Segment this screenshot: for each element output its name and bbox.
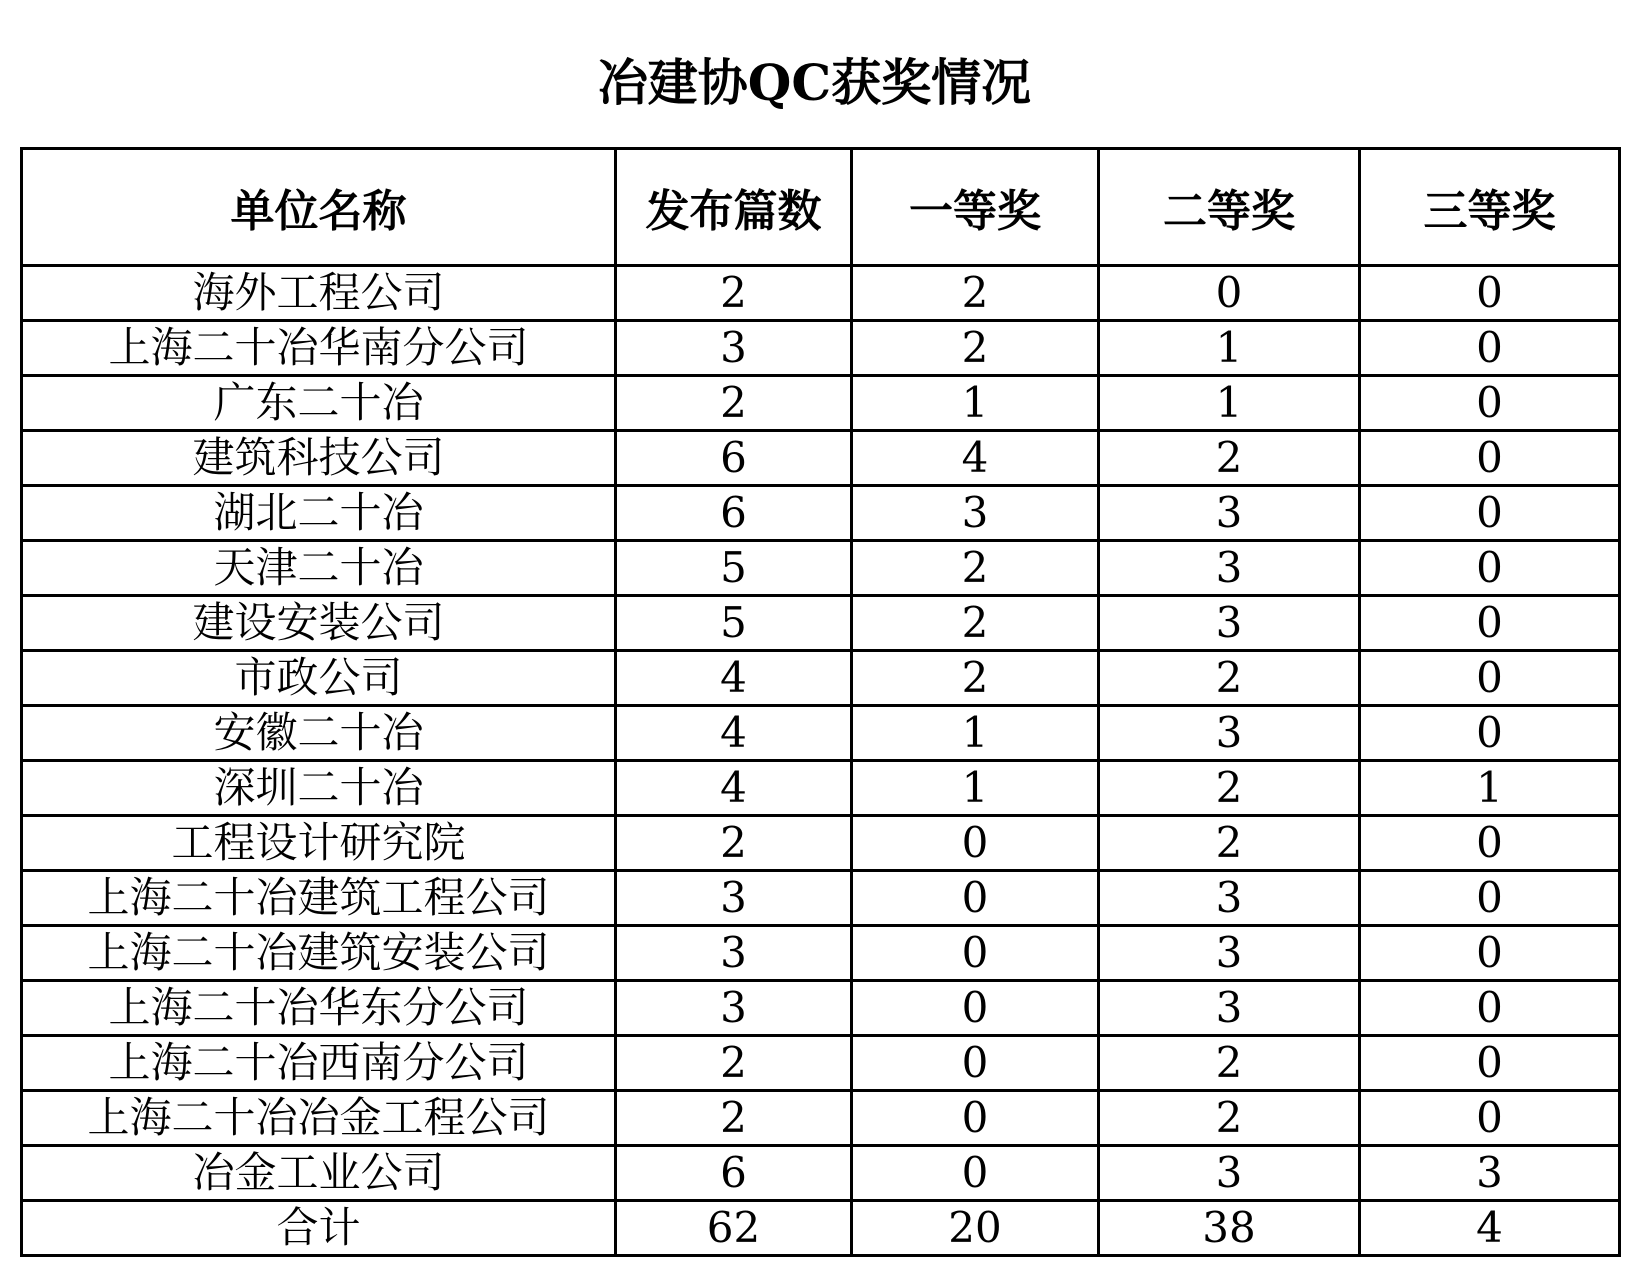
cell-first-prize: 2	[852, 541, 1099, 596]
header-third-prize: 三等奖	[1360, 149, 1620, 266]
cell-unit-name: 冶金工业公司	[22, 1146, 616, 1201]
table-row	[22, 431, 1620, 486]
cell-first-prize: 2	[852, 651, 1099, 706]
cell-published-count: 2	[616, 266, 852, 321]
cell-published-count: 4	[616, 761, 852, 816]
cell-published-count: 3	[616, 871, 852, 926]
cell-unit-name: 上海二十冶冶金工程公司	[22, 1091, 616, 1146]
cell-third-prize: 0	[1360, 266, 1620, 321]
cell-published-count: 2	[616, 1091, 852, 1146]
cell-second-prize: 3	[1099, 541, 1360, 596]
cell-third-prize: 0	[1360, 376, 1620, 431]
cell-published-count: 5	[616, 596, 852, 651]
cell-published-count: 2	[616, 376, 852, 431]
table-row	[22, 981, 1620, 1036]
cell-first-prize: 3	[852, 486, 1099, 541]
cell-second-prize: 2	[1099, 1091, 1360, 1146]
table-row	[22, 926, 1620, 981]
table-row	[22, 1146, 1620, 1201]
cell-first-prize: 0	[852, 816, 1099, 871]
cell-third-prize: 0	[1360, 541, 1620, 596]
cell-published-count: 6	[616, 486, 852, 541]
cell-unit-name: 上海二十冶华东分公司	[22, 981, 616, 1036]
cell-unit-name: 上海二十冶华南分公司	[22, 321, 616, 376]
cell-first-prize: 4	[852, 431, 1099, 486]
cell-published-count: 3	[616, 321, 852, 376]
cell-unit-name: 工程设计研究院	[22, 816, 616, 871]
cell-second-prize: 2	[1099, 1036, 1360, 1091]
cell-first-prize: 0	[852, 926, 1099, 981]
cell-second-prize: 3	[1099, 706, 1360, 761]
cell-published-count: 4	[616, 651, 852, 706]
cell-first-prize: 1	[852, 706, 1099, 761]
table-row	[22, 321, 1620, 376]
cell-third-prize: 0	[1360, 706, 1620, 761]
cell-unit-name: 建设安装公司	[22, 596, 616, 651]
cell-unit-name: 上海二十冶建筑安装公司	[22, 926, 616, 981]
total-row	[22, 1201, 1620, 1256]
cell-unit-name: 建筑科技公司	[22, 431, 616, 486]
cell-second-prize: 3	[1099, 981, 1360, 1036]
cell-third-prize: 0	[1360, 871, 1620, 926]
header-published-count: 发布篇数	[616, 149, 852, 266]
cell-second-prize: 2	[1099, 816, 1360, 871]
cell-unit-name: 广东二十冶	[22, 376, 616, 431]
table-row	[22, 816, 1620, 871]
cell-published-count: 6	[616, 431, 852, 486]
cell-third-prize: 0	[1360, 981, 1620, 1036]
cell-unit-name: 上海二十冶西南分公司	[22, 1036, 616, 1091]
cell-first-prize: 20	[852, 1201, 1099, 1256]
cell-second-prize: 0	[1099, 266, 1360, 321]
cell-third-prize: 0	[1360, 1036, 1620, 1091]
cell-unit-name: 安徽二十冶	[22, 706, 616, 761]
cell-third-prize: 0	[1360, 431, 1620, 486]
cell-published-count: 3	[616, 926, 852, 981]
cell-third-prize: 4	[1360, 1201, 1620, 1256]
cell-third-prize: 1	[1360, 761, 1620, 816]
table-row	[22, 651, 1620, 706]
table-row	[22, 541, 1620, 596]
cell-third-prize: 0	[1360, 926, 1620, 981]
cell-first-prize: 2	[852, 266, 1099, 321]
cell-first-prize: 0	[852, 1146, 1099, 1201]
table-body	[22, 266, 1620, 1256]
cell-published-count: 3	[616, 981, 852, 1036]
cell-first-prize: 2	[852, 321, 1099, 376]
header-first-prize: 一等奖	[852, 149, 1099, 266]
cell-first-prize: 2	[852, 596, 1099, 651]
table-row	[22, 706, 1620, 761]
table-row	[22, 486, 1620, 541]
cell-first-prize: 0	[852, 981, 1099, 1036]
table-row	[22, 871, 1620, 926]
cell-first-prize: 0	[852, 1091, 1099, 1146]
cell-second-prize: 3	[1099, 486, 1360, 541]
cell-unit-name: 深圳二十冶	[22, 761, 616, 816]
cell-published-count: 2	[616, 816, 852, 871]
cell-second-prize: 3	[1099, 926, 1360, 981]
table-row	[22, 761, 1620, 816]
cell-second-prize: 2	[1099, 761, 1360, 816]
cell-third-prize: 0	[1360, 596, 1620, 651]
cell-published-count: 2	[616, 1036, 852, 1091]
table-title: 冶建协QC获奖情况	[597, 53, 1032, 112]
cell-third-prize: 0	[1360, 651, 1620, 706]
cell-first-prize: 1	[852, 376, 1099, 431]
cell-second-prize: 2	[1099, 651, 1360, 706]
table-row	[22, 1091, 1620, 1146]
cell-unit-name: 合计	[22, 1201, 616, 1256]
cell-second-prize: 3	[1099, 1146, 1360, 1201]
cell-unit-name: 湖北二十冶	[22, 486, 616, 541]
cell-unit-name: 天津二十冶	[22, 541, 616, 596]
cell-second-prize: 38	[1099, 1201, 1360, 1256]
cell-second-prize: 3	[1099, 871, 1360, 926]
header-second-prize: 二等奖	[1099, 149, 1360, 266]
cell-published-count: 62	[616, 1201, 852, 1256]
cell-third-prize: 3	[1360, 1146, 1620, 1201]
table-row	[22, 1036, 1620, 1091]
table-row	[22, 596, 1620, 651]
cell-second-prize: 1	[1099, 376, 1360, 431]
cell-unit-name: 市政公司	[22, 651, 616, 706]
cell-published-count: 4	[616, 706, 852, 761]
cell-third-prize: 0	[1360, 1091, 1620, 1146]
header-row	[22, 149, 1620, 266]
award-table	[20, 147, 1621, 1257]
table-row	[22, 266, 1620, 321]
cell-first-prize: 0	[852, 1036, 1099, 1091]
table-row	[22, 376, 1620, 431]
cell-third-prize: 0	[1360, 321, 1620, 376]
cell-third-prize: 0	[1360, 816, 1620, 871]
cell-first-prize: 1	[852, 761, 1099, 816]
header-unit-name: 单位名称	[22, 149, 616, 266]
cell-first-prize: 0	[852, 871, 1099, 926]
cell-third-prize: 0	[1360, 486, 1620, 541]
cell-published-count: 5	[616, 541, 852, 596]
cell-unit-name: 上海二十冶建筑工程公司	[22, 871, 616, 926]
cell-published-count: 6	[616, 1146, 852, 1201]
cell-unit-name: 海外工程公司	[22, 266, 616, 321]
cell-second-prize: 3	[1099, 596, 1360, 651]
cell-second-prize: 2	[1099, 431, 1360, 486]
cell-second-prize: 1	[1099, 321, 1360, 376]
